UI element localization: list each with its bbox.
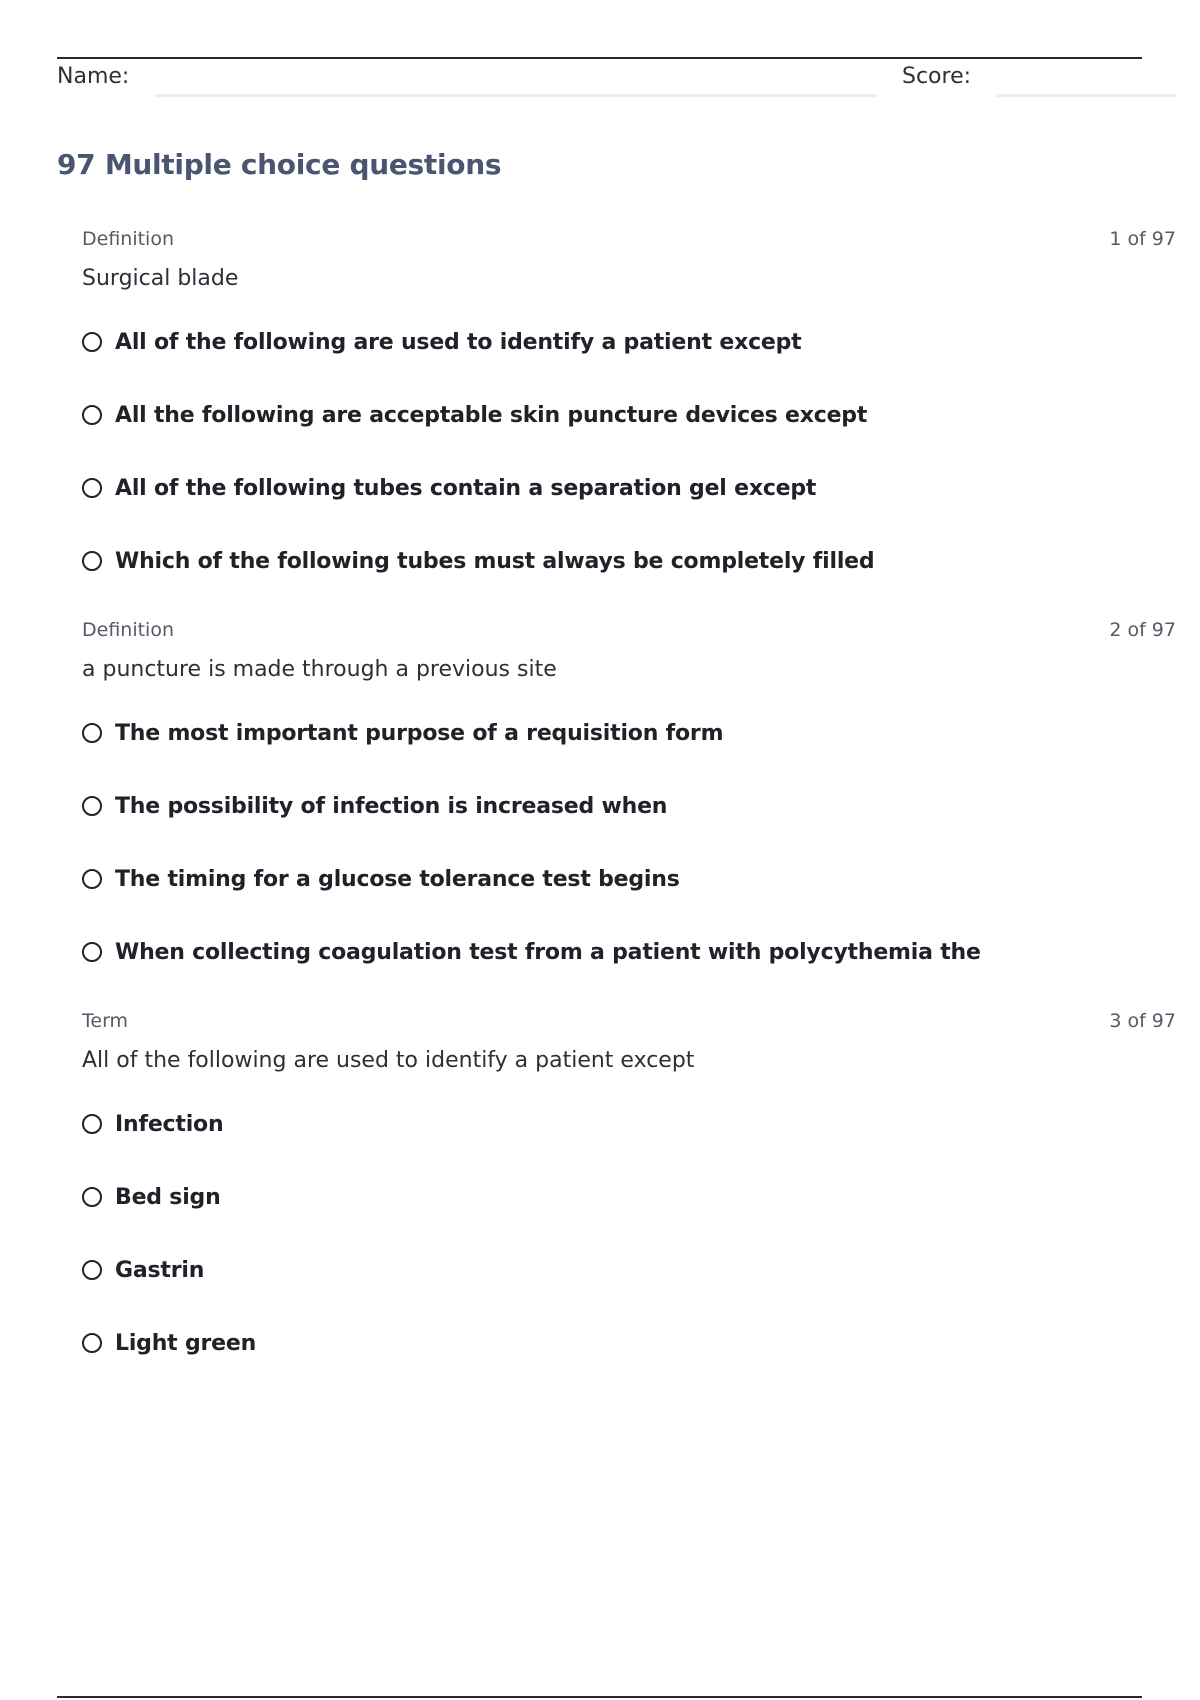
radio-circle-icon[interactable] — [82, 1260, 102, 1280]
answer-option[interactable] — [82, 473, 816, 503]
question-prompt: a puncture is made through a previous site — [82, 657, 557, 682]
answer-option-label: All of the following tubes contain a separation gel except — [115, 475, 817, 501]
top-divider — [57, 57, 1142, 59]
answer-option-label: All the following are acceptable skin puncture devices except — [115, 402, 868, 428]
radio-circle-icon[interactable] — [82, 723, 102, 743]
answer-option-label: Infection — [115, 1111, 224, 1137]
radio-circle-icon[interactable] — [82, 1187, 102, 1207]
answer-option-label: Which of the following tubes must always be completely filled — [115, 548, 875, 574]
answer-option-label: The possibility of infection is increased when — [115, 793, 668, 819]
answer-option[interactable] — [82, 791, 667, 821]
answer-option-label: Light green — [115, 1330, 257, 1356]
radio-circle-icon[interactable] — [82, 796, 102, 816]
question-prompt: Surgical blade — [82, 266, 239, 291]
section-title: 97 Multiple choice questions — [57, 148, 502, 181]
answer-option-label: The timing for a glucose tolerance test begins — [115, 866, 680, 892]
answer-option[interactable] — [82, 864, 680, 894]
radio-circle-icon[interactable] — [82, 332, 102, 352]
answer-option[interactable] — [82, 718, 723, 748]
answer-option[interactable] — [82, 327, 802, 357]
radio-circle-icon[interactable] — [82, 405, 102, 425]
bottom-divider — [57, 1696, 1142, 1698]
answer-option[interactable] — [82, 1182, 221, 1212]
score-label: Score: — [902, 64, 972, 89]
answer-option[interactable] — [82, 1109, 223, 1139]
question-counter: 3 of 97 — [1109, 1010, 1176, 1032]
score-field[interactable] — [996, 94, 1176, 97]
question-type: Term — [82, 1010, 129, 1032]
answer-option-label: Gastrin — [115, 1257, 205, 1283]
question-prompt: All of the following are used to identify a patient except — [82, 1048, 695, 1073]
radio-circle-icon[interactable] — [82, 551, 102, 571]
radio-circle-icon[interactable] — [82, 478, 102, 498]
question-type: Definition — [82, 619, 175, 641]
answer-option[interactable] — [82, 546, 874, 576]
name-label: Name: — [57, 64, 130, 89]
question-counter: 2 of 97 — [1109, 619, 1176, 641]
answer-option[interactable] — [82, 400, 867, 430]
radio-circle-icon[interactable] — [82, 869, 102, 889]
answer-option-label: When collecting coagulation test from a patient with polycythemia the — [115, 939, 981, 965]
answer-option[interactable] — [82, 937, 981, 967]
radio-circle-icon[interactable] — [82, 942, 102, 962]
question-counter: 1 of 97 — [1109, 228, 1176, 250]
answer-option[interactable] — [82, 1328, 256, 1358]
answer-option-label: All of the following are used to identify a patient except — [115, 329, 802, 355]
question-type: Definition — [82, 228, 175, 250]
radio-circle-icon[interactable] — [82, 1333, 102, 1353]
answer-option-label: Bed sign — [115, 1184, 221, 1210]
name-field[interactable] — [155, 94, 877, 97]
answer-option-label: The most important purpose of a requisition form — [115, 720, 724, 746]
answer-option[interactable] — [82, 1255, 204, 1285]
radio-circle-icon[interactable] — [82, 1114, 102, 1134]
